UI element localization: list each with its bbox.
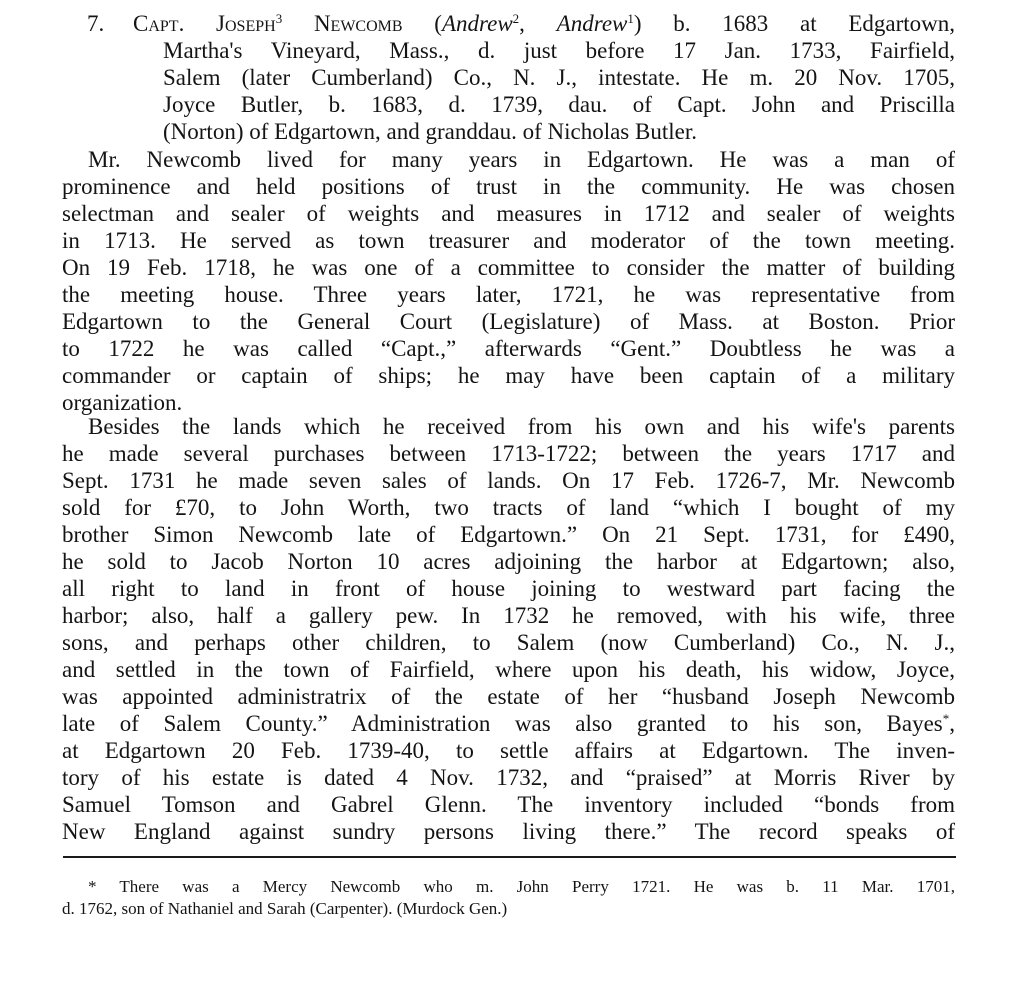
paragraph-line: brother Simon Newcomb late of Edgartown.” On 21 Sept. 1731, for £490, (62, 522, 955, 547)
entry-title-prefix: Capt. Joseph (133, 11, 276, 36)
footnote-line: * There was a Mercy Newcomb who m. John Perry 1721. He was b. 11 Mar. 1701, (88, 877, 955, 896)
paragraph-line: commander or captain of ships; he may have been captain of a military (62, 363, 955, 388)
paragraph-line: sons, and perhaps other children, to Salem (now Cumberland) Co., N. J., (62, 630, 955, 655)
paragraph-line: he made several purchases between 1713-1722; between the years 1717 and (62, 441, 955, 466)
father-generation-superscript: 2 (512, 11, 520, 26)
entry-line: Joyce Butler, b. 1683, d. 1739, dau. of Capt. John and Priscilla (163, 92, 955, 117)
paragraph-line: he sold to Jacob Norton 10 acres adjoining the harbor at Edgartown; also, (62, 549, 955, 574)
paragraph-line: Samuel Tomson and Gabrel Glenn. The inventory included “bonds from (62, 792, 955, 817)
paragraph-line: On 19 Feb. 1718, he was one of a committee to consider the matter of building (62, 255, 955, 280)
paragraph-line: Edgartown to the General Court (Legislature) of Mass. at Boston. Prior (62, 309, 955, 334)
generation-superscript: 3 (275, 11, 283, 26)
paragraph-line: organization. (62, 390, 183, 415)
footnote-marker: * (942, 711, 950, 726)
paragraph-line: Besides the lands which he received from his own and his wife's parents (88, 414, 955, 439)
entry-birth-text: ) b. 1683 at Edgartown, (633, 11, 956, 36)
paragraph-line: to 1722 he was called “Capt.,” afterwards “Gent.” Doubtless he was a (62, 336, 955, 361)
paragraph-line: and settled in the town of Fairfield, where upon his death, his widow, Joyce, (62, 657, 955, 682)
paragraph-line: harbor; also, half a gallery pew. In 1732 he removed, with his wife, three (62, 603, 955, 628)
paragraph-line-tail: , (949, 711, 955, 736)
grandfather-name: Andrew (556, 11, 628, 36)
paragraph-line: tory of his estate is dated 4 Nov. 1732, and “praised” at Morris River by (62, 765, 955, 790)
entry-surname: Newcomb (313, 11, 403, 36)
paragraph-line: prominence and held positions of trust in the community. He was chosen (62, 174, 955, 199)
paragraph-line: at Edgartown 20 Feb. 1739-40, to settle affairs at Edgartown. The inven- (62, 738, 955, 763)
footnote-divider (63, 856, 956, 858)
paragraph-line: sold for £70, to John Worth, two tracts of land “which I bought of my (62, 495, 955, 520)
footnote-line: d. 1762, son of Nathaniel and Sarah (Carpenter). (Murdock Gen.) (62, 899, 508, 918)
paragraph-line (62, 710, 955, 737)
father-name: Andrew (441, 11, 513, 36)
paragraph-line: New England against sundry persons living there.” The record speaks of (62, 819, 955, 844)
entry-line: Martha's Vineyard, Mass., d. just before 17 Jan. 1733, Fairfield, (163, 38, 955, 63)
entry-line: Salem (later Cumberland) Co., N. J., intestate. He m. 20 Nov. 1705, (163, 65, 955, 90)
paragraph-line: in 1713. He served as town treasurer and moderator of the town meeting. (62, 228, 955, 253)
paragraph-line: was appointed administratrix of the estate of her “husband Joseph Newcomb (62, 684, 955, 709)
entry-heading-line (133, 10, 955, 37)
paragraph-line-text: late of Salem County.” Administration was also granted to his son, Bayes (62, 711, 943, 736)
paragraph-line: the meeting house. Three years later, 1721, he was representative from (62, 282, 955, 307)
lineage-comma: , (519, 11, 557, 36)
entry-number: 7. (87, 11, 105, 36)
paragraph-line: Sept. 1731 he made seven sales of lands. On 17 Feb. 1726-7, Mr. Newcomb (62, 468, 955, 493)
paragraph-line: all right to land in front of house joining to westward part facing the (62, 576, 955, 601)
paragraph-line: selectman and sealer of weights and measures in 1712 and sealer of weights (62, 201, 955, 226)
entry-line: (Norton) of Edgartown, and granddau. of Nicholas Butler. (163, 119, 697, 144)
paragraph-line: Mr. Newcomb lived for many years in Edgartown. He was a man of (88, 147, 955, 172)
grandfather-generation-superscript: 1 (627, 11, 634, 26)
paren-open: ( (402, 11, 442, 36)
